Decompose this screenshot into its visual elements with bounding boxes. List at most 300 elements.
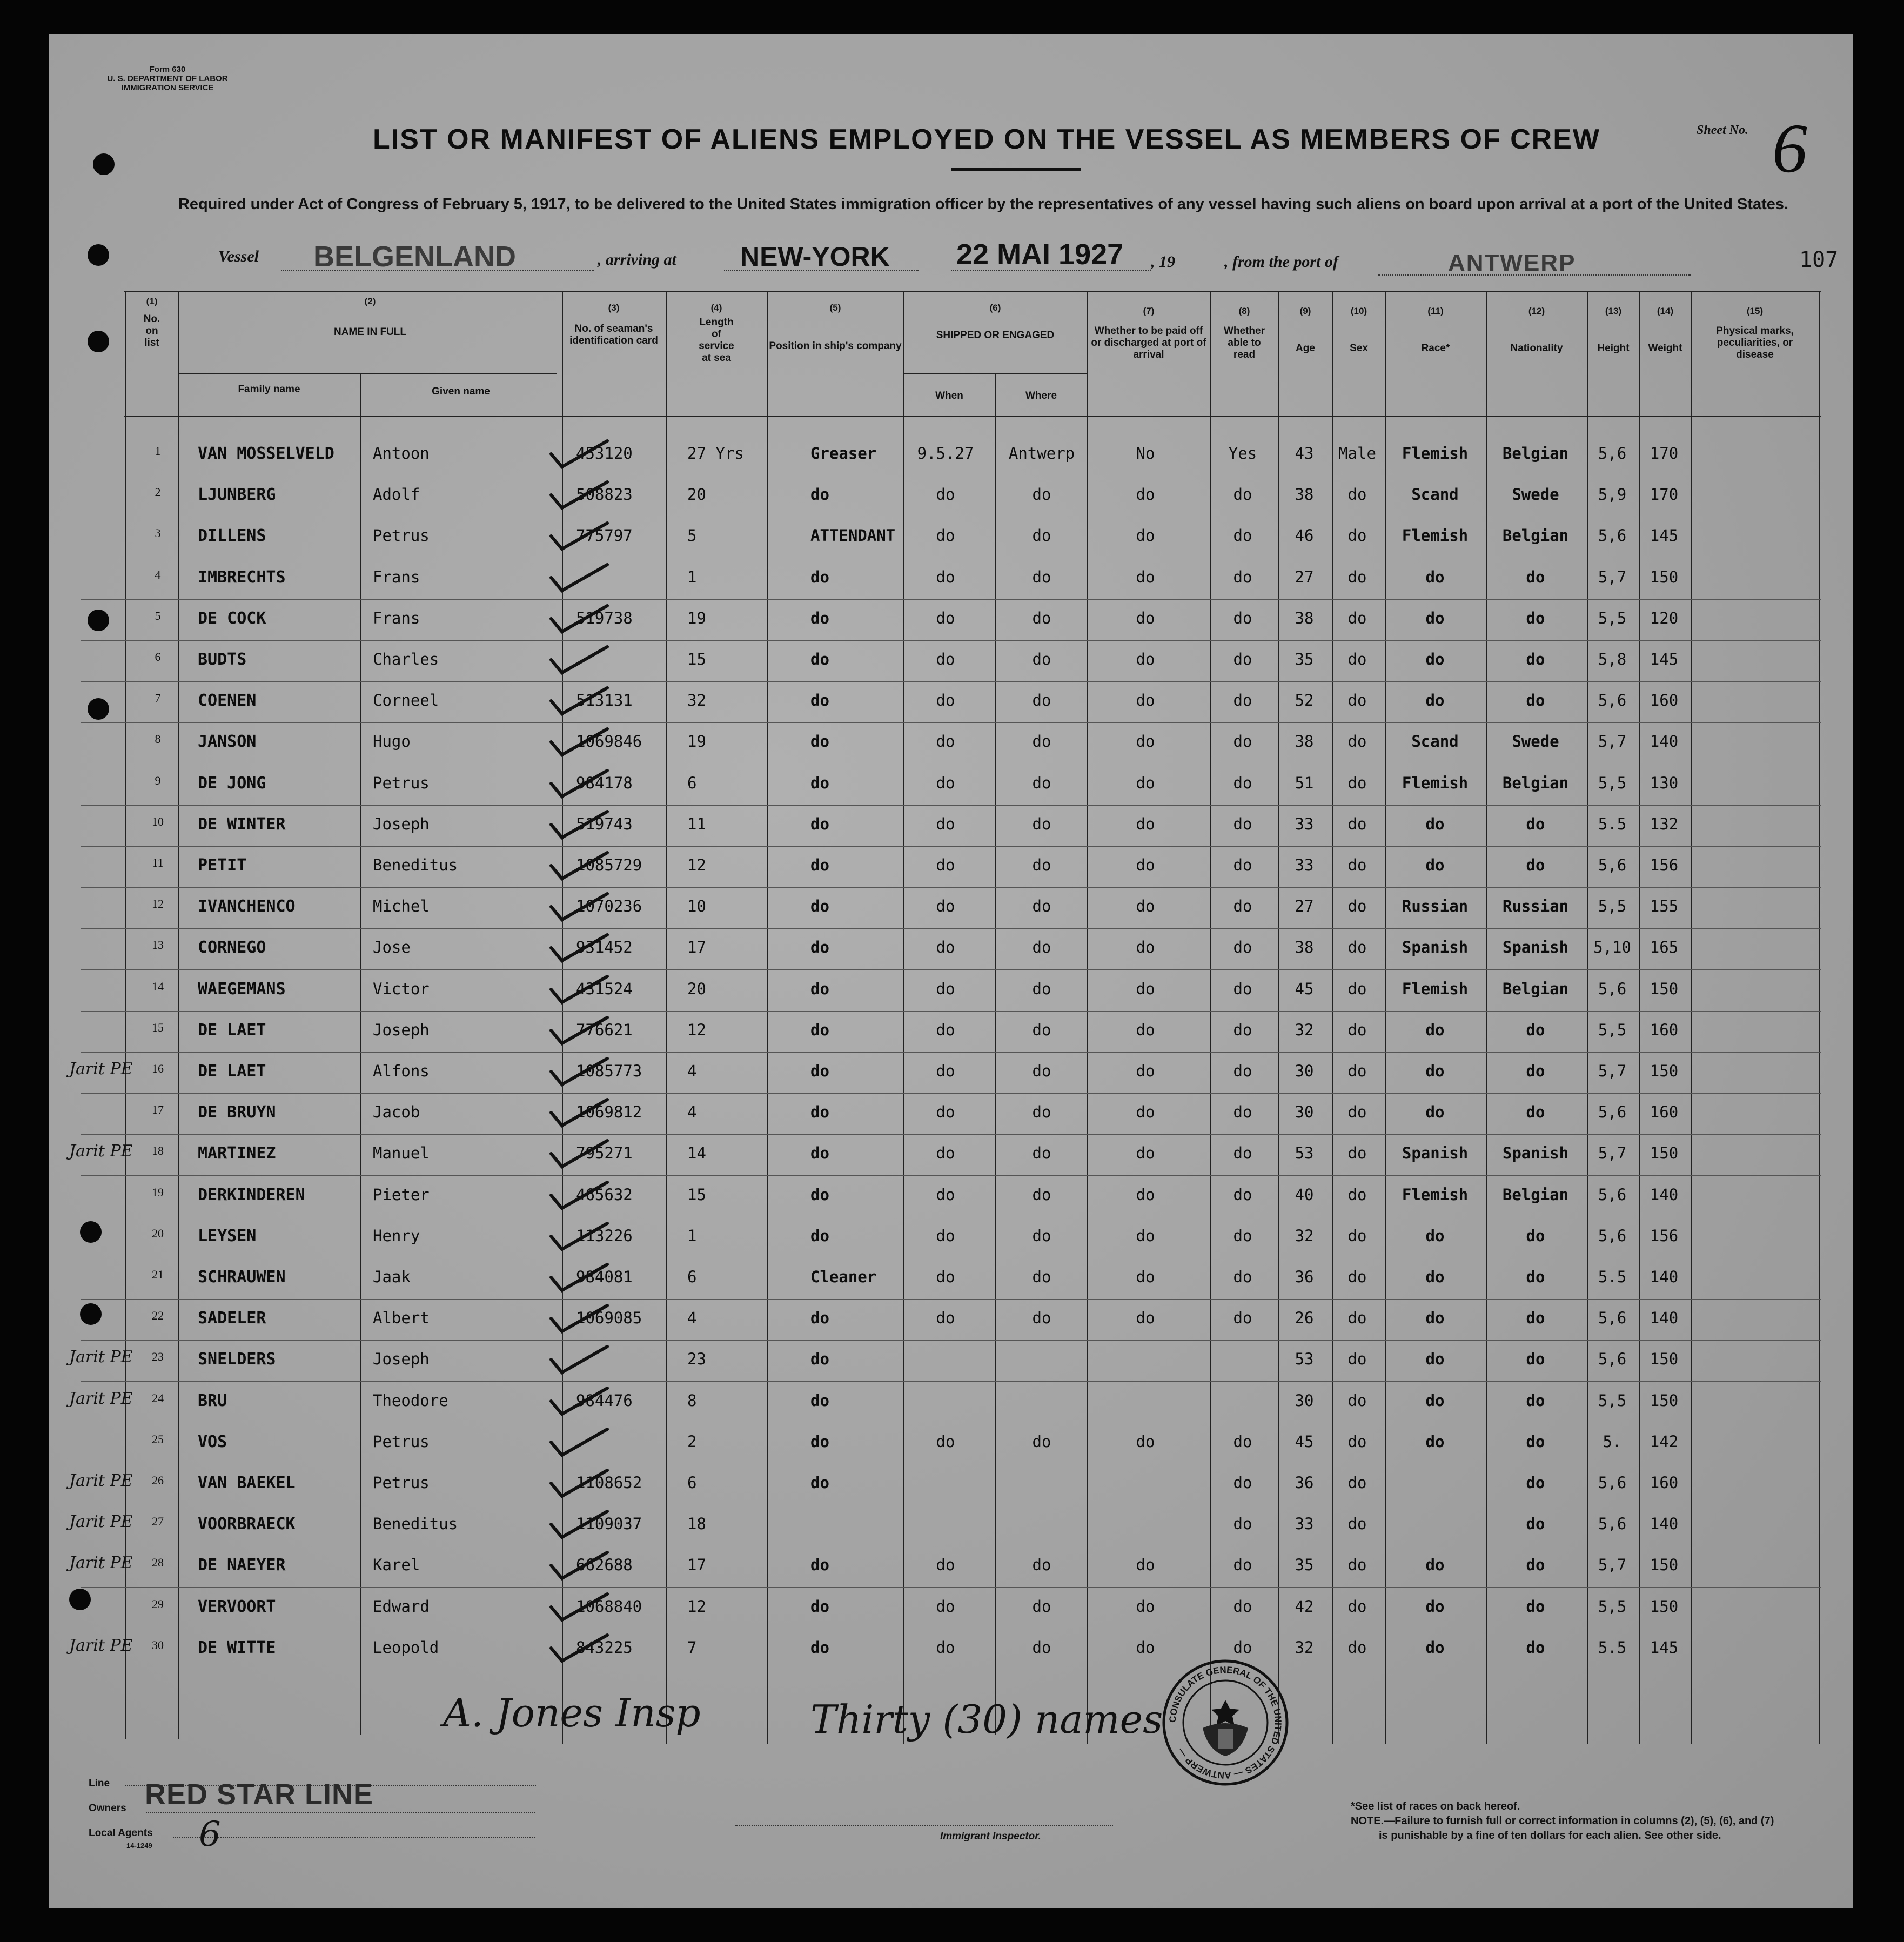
race: do <box>1425 1432 1445 1451</box>
age: 51 <box>1295 773 1314 792</box>
owners-label: Owners <box>89 1803 126 1814</box>
race: Flemish <box>1402 1185 1469 1204</box>
service-length: 7 <box>687 1638 697 1657</box>
height: 5,5 <box>1598 1597 1627 1616</box>
nationality: do <box>1526 650 1545 668</box>
age: 38 <box>1295 732 1314 751</box>
checkmark-icon <box>547 1056 612 1089</box>
checkmark-icon <box>547 768 612 801</box>
col-number: (8) <box>1238 306 1250 316</box>
shipped-when: do <box>936 897 955 916</box>
able-to-read: do <box>1233 814 1252 833</box>
weight: 150 <box>1650 1391 1679 1410</box>
name-subheader-rule <box>178 373 557 374</box>
checkmark-icon <box>547 1139 612 1171</box>
shipped-when: do <box>936 1062 955 1080</box>
weight: 155 <box>1650 897 1679 916</box>
sex: do <box>1347 1309 1367 1328</box>
form-identifier <box>86 65 249 92</box>
shipped-where: do <box>1032 1556 1051 1575</box>
nationality: do <box>1526 856 1545 874</box>
margin-annotation: Jarit PE <box>69 1348 133 1367</box>
service-length: 14 <box>687 1144 706 1163</box>
col-number: (15) <box>1746 306 1764 316</box>
checkmark-icon <box>547 562 612 595</box>
row-number: 30 <box>152 1638 164 1652</box>
nationality: do <box>1526 1597 1545 1616</box>
sex: do <box>1347 1062 1367 1080</box>
weight: 160 <box>1650 1020 1679 1039</box>
shipped-when: do <box>936 691 955 710</box>
shipped-when: do <box>936 856 955 874</box>
checkmark-icon <box>547 480 612 512</box>
race: Flemish <box>1402 526 1469 545</box>
nationality: do <box>1526 1226 1545 1245</box>
family-name: BRU <box>198 1391 227 1410</box>
height: 5,5 <box>1598 1391 1627 1410</box>
shipped-when: do <box>936 979 955 998</box>
row-rule <box>81 1587 1821 1588</box>
col-number: (3) <box>608 303 620 313</box>
shipped-when: do <box>936 1020 955 1039</box>
paid-off: do <box>1136 526 1155 545</box>
position: do <box>810 1103 829 1122</box>
row-number: 20 <box>152 1226 164 1240</box>
row-number: 8 <box>155 732 161 746</box>
col-number: (5) <box>829 303 841 313</box>
position: do <box>810 1309 829 1328</box>
race: Spanish <box>1402 938 1469 957</box>
card-number: 1069846 <box>576 732 642 751</box>
height: 5,10 <box>1593 938 1631 957</box>
weight: 150 <box>1650 1597 1679 1616</box>
weight: 150 <box>1650 979 1679 998</box>
position: do <box>810 1556 829 1575</box>
service-name: IMMIGRATION SERVICE <box>121 83 214 92</box>
punch-hole <box>93 153 115 175</box>
able-to-read: do <box>1233 773 1252 792</box>
nationality: Swede <box>1512 732 1559 751</box>
family-name: VERVOORT <box>198 1597 276 1616</box>
nationality: do <box>1526 1432 1545 1451</box>
card-number: 931452 <box>576 938 633 957</box>
sex: do <box>1347 1020 1367 1039</box>
checkmark-icon <box>547 439 612 471</box>
able-to-read: do <box>1233 485 1252 504</box>
nationality: do <box>1526 567 1545 586</box>
family-name: DE BRUYN <box>198 1103 276 1122</box>
able-to-read: do <box>1233 1062 1252 1080</box>
weight: 132 <box>1650 814 1679 833</box>
height: 5,6 <box>1598 1515 1627 1533</box>
able-to-read: do <box>1233 1638 1252 1657</box>
family-name: DE NAEYER <box>198 1556 286 1575</box>
page-title: LIST OR MANIFEST OF ALIENS EMPLOYED ON THE VESSEL AS MEMBERS OF CREW <box>373 124 1600 155</box>
service-length: 19 <box>687 608 706 627</box>
shipped-when: do <box>936 814 955 833</box>
position: do <box>810 1597 829 1616</box>
weight: 170 <box>1650 444 1679 463</box>
family-name: MARTINEZ <box>198 1144 276 1163</box>
departure-port: ANTWERP <box>1448 250 1576 276</box>
position: do <box>810 1144 829 1163</box>
arrival-port: NEW-YORK <box>740 242 890 272</box>
shipped-where: do <box>1032 526 1051 545</box>
nationality: do <box>1526 1515 1545 1533</box>
able-to-read: do <box>1233 1515 1252 1533</box>
able-to-read: do <box>1233 608 1252 627</box>
card-number: 984081 <box>576 1268 633 1286</box>
given-name: Beneditus <box>373 1515 458 1533</box>
vessel-name: BELGENLAND <box>313 240 516 273</box>
family-name: DILLENS <box>198 526 266 546</box>
col-number: (13) <box>1605 306 1622 316</box>
paid-off: do <box>1136 1309 1155 1328</box>
vessel-underline <box>281 270 594 271</box>
paid-off: do <box>1136 1597 1155 1616</box>
shipped-when: do <box>936 1597 955 1616</box>
race: Scand <box>1411 485 1459 504</box>
family-name: DE JONG <box>198 773 266 793</box>
position: Cleaner <box>810 1268 877 1286</box>
sex: do <box>1347 732 1367 751</box>
row-rule <box>81 1134 1821 1135</box>
position: do <box>810 608 829 627</box>
card-number: 1068840 <box>576 1597 642 1616</box>
service-length: 23 <box>687 1350 706 1369</box>
position: do <box>810 1391 829 1410</box>
row-number: 29 <box>152 1597 164 1611</box>
paid-off: do <box>1136 650 1155 668</box>
paid-off: do <box>1136 608 1155 627</box>
height: 5,6 <box>1598 1350 1627 1369</box>
family-name: DE WINTER <box>198 814 286 834</box>
service-length: 17 <box>687 938 706 957</box>
weight: 160 <box>1650 1474 1679 1492</box>
service-length: 1 <box>687 567 697 586</box>
nationality: Belgian <box>1502 773 1569 792</box>
race: do <box>1425 1103 1445 1122</box>
shipped-where: do <box>1032 856 1051 874</box>
card-number: 1108652 <box>576 1474 642 1492</box>
given-name: Antoon <box>373 444 430 463</box>
row-rule <box>81 887 1821 888</box>
paid-off: do <box>1136 856 1155 874</box>
service-length: 4 <box>687 1103 697 1122</box>
sex: do <box>1347 1474 1367 1492</box>
sheet-number-label: Sheet No. <box>1697 123 1748 137</box>
col-divider <box>1087 291 1088 1744</box>
paid-off: do <box>1136 1268 1155 1286</box>
shipped-where: do <box>1032 1309 1051 1328</box>
card-number: 795271 <box>576 1144 633 1163</box>
given-name: Joseph <box>373 814 430 833</box>
position: do <box>810 1226 829 1245</box>
nationality: do <box>1526 1268 1545 1286</box>
sex: do <box>1347 897 1367 916</box>
col-header-weight <box>1639 306 1691 354</box>
nationality: Belgian <box>1502 979 1569 998</box>
row-number: 5 <box>155 608 161 622</box>
shipped-where: do <box>1032 732 1051 751</box>
margin-annotation: Jarit PE <box>69 1636 133 1655</box>
arrival-date: 22 MAI 1927 <box>956 238 1124 271</box>
height: 5,6 <box>1598 1185 1627 1204</box>
able-to-read: do <box>1233 1268 1252 1286</box>
col-label: Length of service at sea <box>699 317 734 364</box>
family-name: LJUNBERG <box>198 485 276 505</box>
col-header-nationality <box>1486 306 1587 354</box>
height: 5,5 <box>1598 773 1627 792</box>
nationality: Belgian <box>1502 1185 1569 1204</box>
card-number: 843225 <box>576 1638 633 1657</box>
races-note: *See list of races on back hereof. <box>1351 1800 1520 1812</box>
col-label: No. on list <box>143 313 160 349</box>
punch-hole <box>88 610 109 631</box>
race: Flemish <box>1402 773 1469 792</box>
service-length: 15 <box>687 1185 706 1204</box>
col-number: (2) <box>364 296 376 306</box>
height: 5,6 <box>1598 979 1627 998</box>
able-to-read: do <box>1233 1226 1252 1245</box>
family-name: SCHRAUWEN <box>198 1268 286 1287</box>
given-name: Pieter <box>373 1185 430 1204</box>
col-number: (14) <box>1657 306 1674 316</box>
family-name: VAN MOSSELVELD <box>198 444 334 463</box>
sex: do <box>1347 856 1367 874</box>
height: 5,7 <box>1598 1556 1627 1575</box>
age: 30 <box>1295 1391 1314 1410</box>
row-number: 19 <box>152 1185 164 1199</box>
position: do <box>810 1020 829 1039</box>
position: do <box>810 1350 829 1369</box>
weight: 120 <box>1650 608 1679 627</box>
row-number: 27 <box>152 1515 164 1529</box>
checkmark-icon <box>547 1592 612 1624</box>
able-to-read: do <box>1233 897 1252 916</box>
nationality: do <box>1526 1638 1545 1657</box>
table-header-rule <box>124 416 1821 417</box>
family-name: VOS <box>198 1432 227 1451</box>
race: Russian <box>1402 897 1469 916</box>
nationality: do <box>1526 608 1545 627</box>
service-length: 20 <box>687 979 706 998</box>
shipped-where: do <box>1032 1597 1051 1616</box>
nationality: do <box>1526 1474 1545 1492</box>
shipped-where: do <box>1032 485 1051 504</box>
punch-hole <box>88 244 109 266</box>
col-subheader-family: Family name <box>238 384 300 395</box>
inspector-caption: Immigrant Inspector. <box>940 1831 1041 1842</box>
row-number: 14 <box>152 979 164 993</box>
height: 5,7 <box>1598 1062 1627 1080</box>
card-number: 1069812 <box>576 1103 642 1122</box>
shipped-when: do <box>936 1556 955 1575</box>
able-to-read: do <box>1233 1597 1252 1616</box>
service-length: 6 <box>687 1474 697 1492</box>
given-name: Manuel <box>373 1144 430 1163</box>
family-name: PETIT <box>198 856 247 875</box>
race: do <box>1425 1638 1445 1657</box>
consulate-seal <box>1161 1658 1290 1787</box>
height: 5.5 <box>1598 814 1627 833</box>
family-name: DE WITTE <box>198 1638 276 1657</box>
service-length: 17 <box>687 1556 706 1575</box>
card-number: 465632 <box>576 1185 633 1204</box>
shipped-when: do <box>936 650 955 668</box>
able-to-read: do <box>1233 1185 1252 1204</box>
shipped-when: do <box>936 1226 955 1245</box>
family-name: DE COCK <box>198 608 266 628</box>
able-to-read: do <box>1233 526 1252 545</box>
race: Flemish <box>1402 979 1469 998</box>
service-length: 8 <box>687 1391 697 1410</box>
shipped-where: do <box>1032 608 1051 627</box>
given-name: Frans <box>373 567 420 586</box>
height: 5,5 <box>1598 897 1627 916</box>
age: 36 <box>1295 1268 1314 1286</box>
row-number: 25 <box>152 1432 164 1446</box>
able-to-read: do <box>1233 567 1252 586</box>
checkmark-icon <box>547 604 612 636</box>
margin-annotation: Jarit PE <box>69 1512 133 1532</box>
race: do <box>1425 1226 1445 1245</box>
col-header-service <box>666 303 767 364</box>
card-number: 508823 <box>576 485 633 504</box>
weight: 140 <box>1650 1268 1679 1286</box>
row-number: 7 <box>155 691 161 705</box>
paid-off: do <box>1136 567 1155 586</box>
paid-off: No <box>1136 444 1155 463</box>
race: do <box>1425 1268 1445 1286</box>
position: do <box>810 650 829 668</box>
row-rule <box>81 846 1821 847</box>
position: do <box>810 1638 829 1657</box>
age: 38 <box>1295 938 1314 957</box>
col-label: Physical marks, peculiarities, or disease <box>1716 325 1794 360</box>
given-name: Petrus <box>373 773 430 792</box>
card-number: 513131 <box>576 691 633 710</box>
row-number: 13 <box>152 938 164 952</box>
position: do <box>810 732 829 751</box>
shipped-where: do <box>1032 1185 1051 1204</box>
names-count-signature: Thirty (30) names <box>810 1697 1163 1742</box>
sex: do <box>1347 691 1367 710</box>
col-label: Whether to be paid off or discharged at port of arrival <box>1091 325 1206 360</box>
col-divider <box>666 291 667 1744</box>
service-length: 5 <box>687 526 697 545</box>
col-header-race <box>1385 306 1486 354</box>
sex: do <box>1347 1103 1367 1122</box>
arriving-label: , arriving at <box>598 251 676 269</box>
shipped-where: do <box>1032 1638 1051 1657</box>
row-number: 2 <box>155 485 161 499</box>
race: do <box>1425 1020 1445 1039</box>
nationality: Spanish <box>1502 1144 1569 1163</box>
col-divider <box>360 373 361 1735</box>
age: 53 <box>1295 1350 1314 1369</box>
height: 5,5 <box>1598 1020 1627 1039</box>
col-label: Sex <box>1350 343 1368 354</box>
service-length: 1 <box>687 1226 697 1245</box>
able-to-read: do <box>1233 1432 1252 1451</box>
able-to-read: do <box>1233 732 1252 751</box>
col-number: (1) <box>146 296 158 306</box>
checkmark-icon <box>547 892 612 924</box>
race: do <box>1425 856 1445 874</box>
race: do <box>1425 608 1445 627</box>
checkmark-icon <box>547 974 612 1007</box>
col-divider <box>1819 291 1820 1744</box>
position: do <box>810 1185 829 1204</box>
given-name: Leopold <box>373 1638 439 1657</box>
age: 43 <box>1295 444 1314 463</box>
row-rule <box>81 1011 1821 1012</box>
sex: do <box>1347 938 1367 957</box>
position: do <box>810 567 829 586</box>
checkmark-icon <box>547 686 612 718</box>
race: Spanish <box>1402 1144 1469 1163</box>
sex: do <box>1347 485 1367 504</box>
age: 33 <box>1295 856 1314 874</box>
height: 5,6 <box>1598 1226 1627 1245</box>
family-name: DERKINDEREN <box>198 1185 305 1204</box>
sex: do <box>1347 608 1367 627</box>
sex: do <box>1347 1144 1367 1163</box>
date-underline <box>951 270 1151 271</box>
nationality: do <box>1526 1062 1545 1080</box>
height: 5,6 <box>1598 1474 1627 1492</box>
position: Greaser <box>810 444 877 463</box>
card-number: 1109037 <box>576 1515 642 1533</box>
paid-off: do <box>1136 773 1155 792</box>
height: 5. <box>1603 1432 1622 1451</box>
family-name: BUDTS <box>198 650 247 669</box>
weight: 150 <box>1650 567 1679 586</box>
shipped-when: do <box>936 938 955 957</box>
col-subheader-where: Where <box>1025 390 1057 401</box>
checkmark-icon <box>547 1221 612 1254</box>
row-rule <box>81 969 1821 970</box>
paid-off: do <box>1136 1638 1155 1657</box>
weight: 145 <box>1650 650 1679 668</box>
row-number: 22 <box>152 1309 164 1323</box>
row-rule <box>81 1052 1821 1053</box>
inspector-underline <box>735 1825 1113 1826</box>
weight: 156 <box>1650 856 1679 874</box>
age: 35 <box>1295 650 1314 668</box>
card-number: 113226 <box>576 1226 633 1245</box>
sex: do <box>1347 1556 1367 1575</box>
service-length: 2 <box>687 1432 697 1451</box>
from-port-underline <box>1378 274 1691 276</box>
race: do <box>1425 1391 1445 1410</box>
col-subheader-given: Given name <box>432 386 490 397</box>
col-number: (10) <box>1350 306 1367 316</box>
checkmark-icon <box>547 727 612 759</box>
position: do <box>810 691 829 710</box>
position: do <box>810 1432 829 1451</box>
given-name: Joseph <box>373 1020 430 1039</box>
paid-off: do <box>1136 1020 1155 1039</box>
service-length: 32 <box>687 691 706 710</box>
row-number: 18 <box>152 1144 164 1158</box>
card-number: 519743 <box>576 814 633 833</box>
checkmark-icon <box>547 1550 612 1583</box>
age: 46 <box>1295 526 1314 545</box>
height: 5,6 <box>1598 526 1627 545</box>
row-rule <box>81 1340 1821 1341</box>
